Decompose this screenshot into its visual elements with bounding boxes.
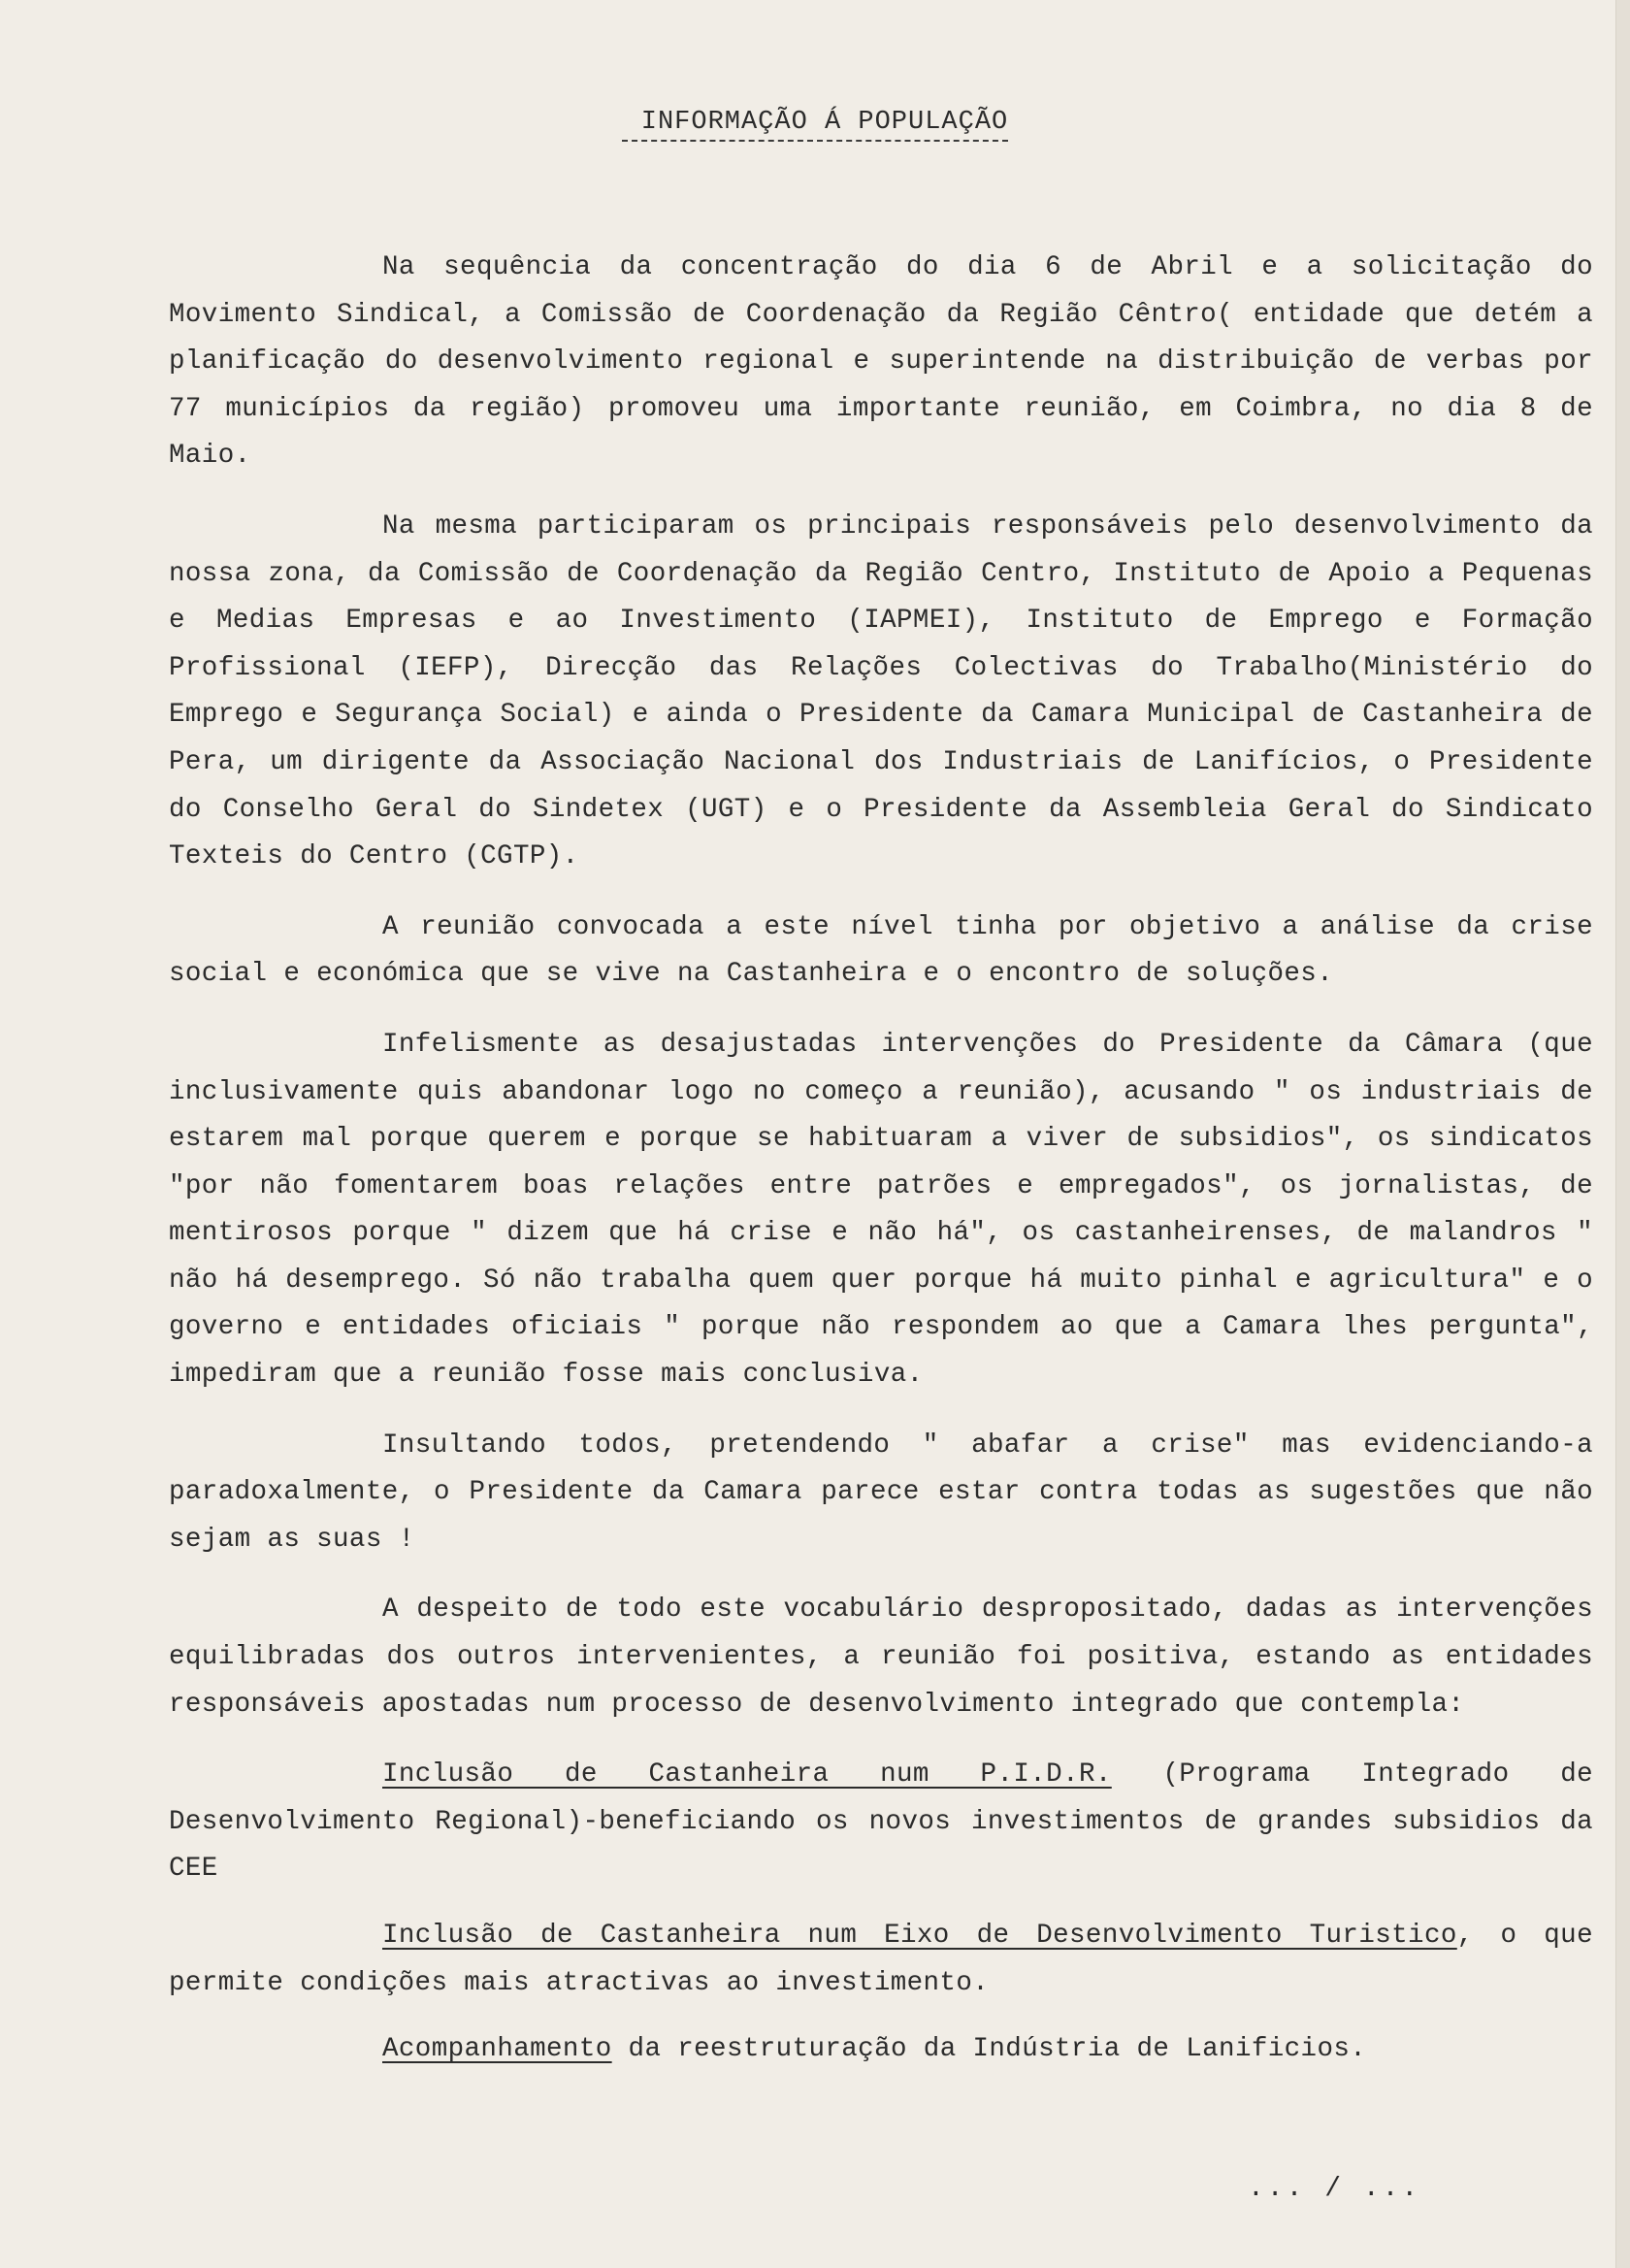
list-item-tourism-axis [169,1913,1593,2007]
document-title-wrapper [0,105,1630,142]
list-item-text: , o que permite condições mais atractivas ao investimento. [169,1921,1593,1998]
list-item-text: (Programa Integrado de Desenvolvimento Regional)-beneficiando os novos investimentos de grandes subsidios da CEE [169,1759,1594,1885]
paragraph-1: Na sequência da concentração do dia 6 de Abril e a solicitação do Movimento Sindical, a Comissão de Coordenação da Região Cêntro( entidade que detém a planificação do desenvolvimento regional e superintende na distribuição de verbas por 77 municípios da região) promoveu uma importante reunião, em Coimbra, no dia 8 de Maio. [169,252,1593,472]
document-body [169,245,1593,2093]
paragraph-3: A reunião convocada a este nível tinha por objetivo a análise da crise social e económica que se vive na Castanheira e o encontro de soluções. [169,911,1593,990]
paragraph-6: A despeito de todo este vocabulário despropositado, dadas as intervenções equilibradas dos outros intervenientes, a reunião foi positiva, estando as entidades responsáveis apostadas num processo de desenvolvimento integrado que contempla: [169,1594,1593,1720]
page-edge [1615,0,1630,2268]
paragraph-2: Na mesma participaram os principais responsáveis pelo desenvolvimento da nossa zona, da Comissão de Coordenação da Região Centro, Instituto de Apoio a Pequenas e Medias Empresas e ao Investimento (IAPMEI), Instituto de Emprego e Formação Profissional (IEFP), Direcção das Relações Colectivas do Trabalho(Ministério do Emprego e Segurança Social) e ainda o Presidente da Camara Municipal de Castanheira de Pera, um dirigente da Associação Nacional dos Industriais de Lanifícios, o Presidente do Conselho Geral do Sindetex (UGT) e o Presidente da Assembleia Geral do Sindicato Texteis do Centro (CGTP). [169,510,1593,872]
list-item-text: da reestruturação da Indústria de Lanificios. [611,2034,1367,2065]
paragraph-4: Infelismente as desajustadas intervenções do Presidente da Câmara (que inclusivamente quis abandonar logo no começo a reunião), acusando " os industriais de estarem mal porque querem e porque se habituaram a viver de subsidios", os sindicatos "por não fomentarem boas relações entre patrões e empregados", os jornalistas, de mentirosos porque " dizem que há crise e não há", os castanheirenses, de malandros " não há desemprego. Só não trabalha quem quer porque há muito pinhal e agricultura" e o governo e entidades oficiais " porque não respondem ao que a Camara lhes pergunta", impediram que a reunião fosse mais conclusiva. [169,1029,1593,1391]
list-item-heading: Acompanhamento [382,2034,612,2065]
paragraph-5: Insultando todos, pretendendo " abafar a crise" mas evidenciando-a paradoxalmente, o Presidente da Camara parece estar contra todas as sugestões que não sejam as suas ! [169,1430,1593,1555]
list-item-pidr [169,1752,1593,1893]
list-item-restructuring [169,2026,1593,2074]
document-title: INFORMAÇÃO Á POPULAÇÃO [622,105,1008,142]
continuation-mark: ... / ... [1248,2174,1421,2204]
list-item-heading: Inclusão de Castanheira num P.I.D.R. [382,1759,1112,1791]
list-item-heading: Inclusão de Castanheira num Eixo de Desenvolvimento Turistico [382,1921,1457,1951]
